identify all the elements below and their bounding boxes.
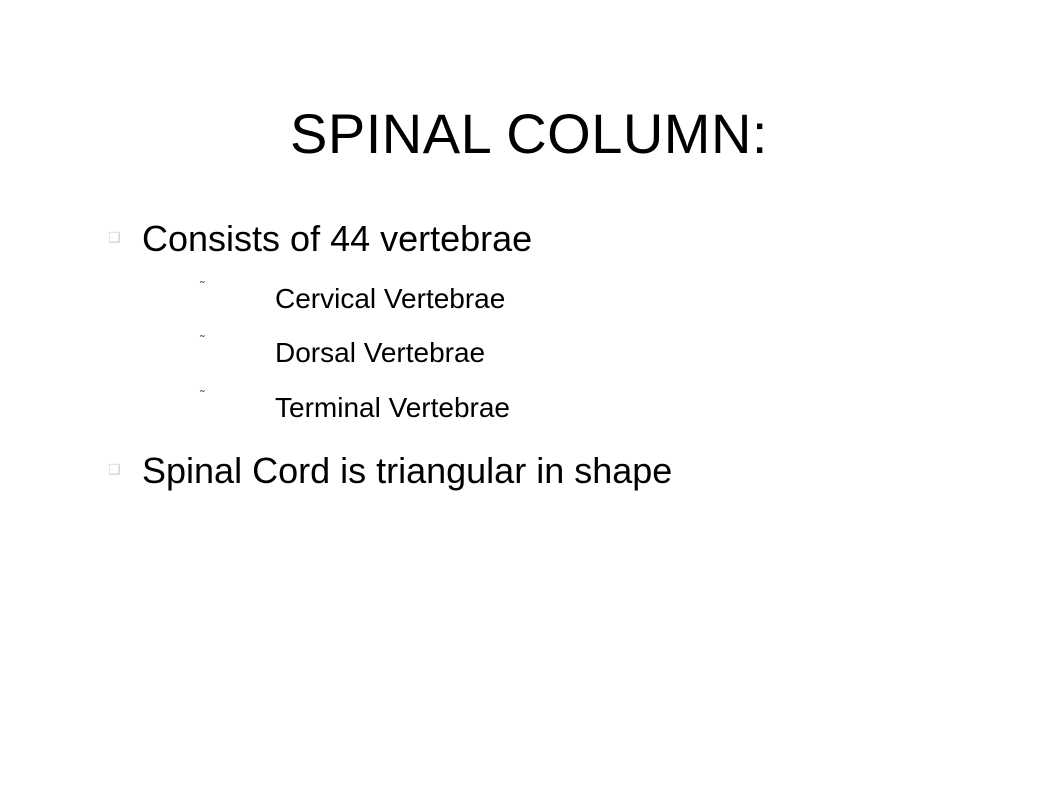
square-bullet-icon: ❑ (108, 229, 121, 245)
tilde-bullet-icon: ˜ (200, 278, 205, 294)
tilde-bullet-icon: ˜ (200, 387, 205, 403)
square-bullet-icon: ❑ (108, 461, 121, 477)
slide-title: SPINAL COLUMN: (290, 102, 768, 165)
sub-bullet-text: Dorsal Vertebrae (275, 337, 486, 368)
sub-bullet-text: Terminal Vertebrae (275, 392, 511, 423)
bullet-text: Consists of 44 vertebrae (142, 218, 533, 259)
tilde-bullet-icon: ˜ (200, 332, 205, 348)
sub-bullet-text: Cervical Vertebrae (275, 283, 506, 314)
bullet-text: Spinal Cord is triangular in shape (142, 450, 673, 491)
